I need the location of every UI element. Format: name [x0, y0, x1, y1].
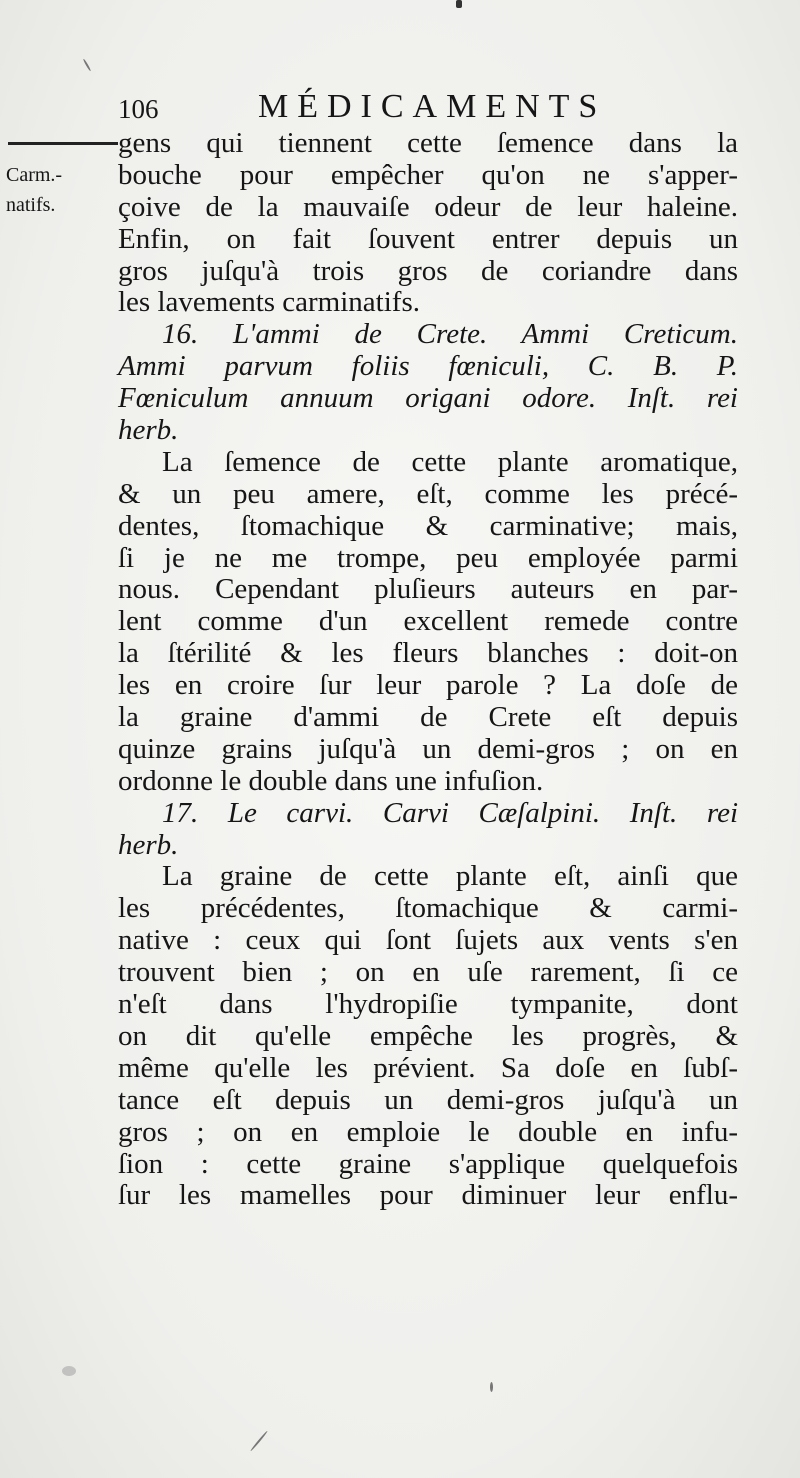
- margin-note: [6, 160, 62, 220]
- text-line: les en croire ſur leur parole ? La doſe de: [118, 669, 738, 702]
- text-line: La graine de cette plante eſt, ainſi que: [162, 860, 738, 893]
- ink-speck: [490, 1382, 493, 1392]
- text-line: & un peu amere, eſt, comme les précé-: [118, 477, 738, 510]
- text-line: les lavements carminatifs.: [118, 286, 420, 319]
- text-line: gros juſqu'à trois gros de coriandre dans: [118, 254, 738, 287]
- body-text: [118, 128, 738, 1212]
- text-line: 17. Le carvi. Carvi Cæſalpini. Inſt. rei: [162, 796, 738, 829]
- text-line: gens qui tiennent cette ſemence dans la: [118, 127, 738, 159]
- margin-note-line: Carm.-: [6, 164, 63, 186]
- text-line: lent comme d'un excellent remede contre: [118, 605, 738, 638]
- text-line: dentes, ſtomachique & carminative; mais,: [118, 509, 738, 542]
- text-line: 16. L'ammi de Crete. Ammi Creticum.: [162, 318, 738, 351]
- text-line: tance eſt depuis un demi-gros juſqu'à un: [118, 1083, 738, 1116]
- text-line: la ſtérilité & les fleurs blanches : doit-on: [118, 637, 738, 670]
- text-line: gros ; on en emploie le double en infu-: [118, 1115, 738, 1148]
- ink-speck: [456, 0, 462, 8]
- text-line: La ſemence de cette plante aromatique,: [162, 445, 738, 478]
- running-title: MÉDICAMENTS: [258, 88, 607, 125]
- margin-rule: [8, 142, 118, 145]
- text-line: native : ceux qui ſont ſujets aux vents s'en: [118, 924, 738, 957]
- text-line: Enfin, on fait ſouvent entrer depuis un: [118, 222, 738, 255]
- text-line: les précédentes, ſtomachique & carmi-: [118, 892, 738, 925]
- text-line: Fœniculum annuum origani odore. Inſt. rei: [118, 382, 738, 415]
- text-line: herb.: [118, 828, 179, 861]
- text-line: la graine d'ammi de Crete eſt depuis: [118, 701, 738, 734]
- text-line: bouche pour empêcher qu'on ne s'apper-: [118, 158, 738, 191]
- text-line: ordonne le double dans une infuſion.: [118, 764, 544, 797]
- ink-speck: [250, 1430, 268, 1451]
- text-line: quinze grains juſqu'à un demi-gros ; on en: [118, 732, 738, 765]
- text-line: ſur les mamelles pour diminuer leur enflu-: [118, 1179, 738, 1212]
- ink-speck: [62, 1366, 76, 1376]
- text-line: Ammi parvum foliis fœniculi, C. B. P.: [118, 350, 738, 383]
- text-line: çoive de la mauvaiſe odeur de leur haleine.: [118, 190, 738, 223]
- text-line: ſion : cette graine s'applique quelquefois: [118, 1147, 738, 1180]
- text-line: trouvent bien ; on en uſe rarement, ſi ce: [118, 956, 738, 989]
- text-line: n'eſt dans l'hydropiſie tympanite, dont: [118, 988, 738, 1021]
- text-line: herb.: [118, 414, 179, 447]
- margin-note-line: natifs.: [6, 194, 56, 216]
- text-line: même qu'elle les prévient. Sa doſe en ſubſ-: [118, 1051, 738, 1084]
- text-line: on dit qu'elle empêche les progrès, &: [118, 1019, 738, 1052]
- text-line: nous. Cependant pluſieurs auteurs en par-: [118, 573, 738, 606]
- page-number: 106: [118, 94, 159, 124]
- text-line: ſi je ne me trompe, peu employée parmi: [118, 541, 738, 574]
- ink-speck: [83, 58, 92, 71]
